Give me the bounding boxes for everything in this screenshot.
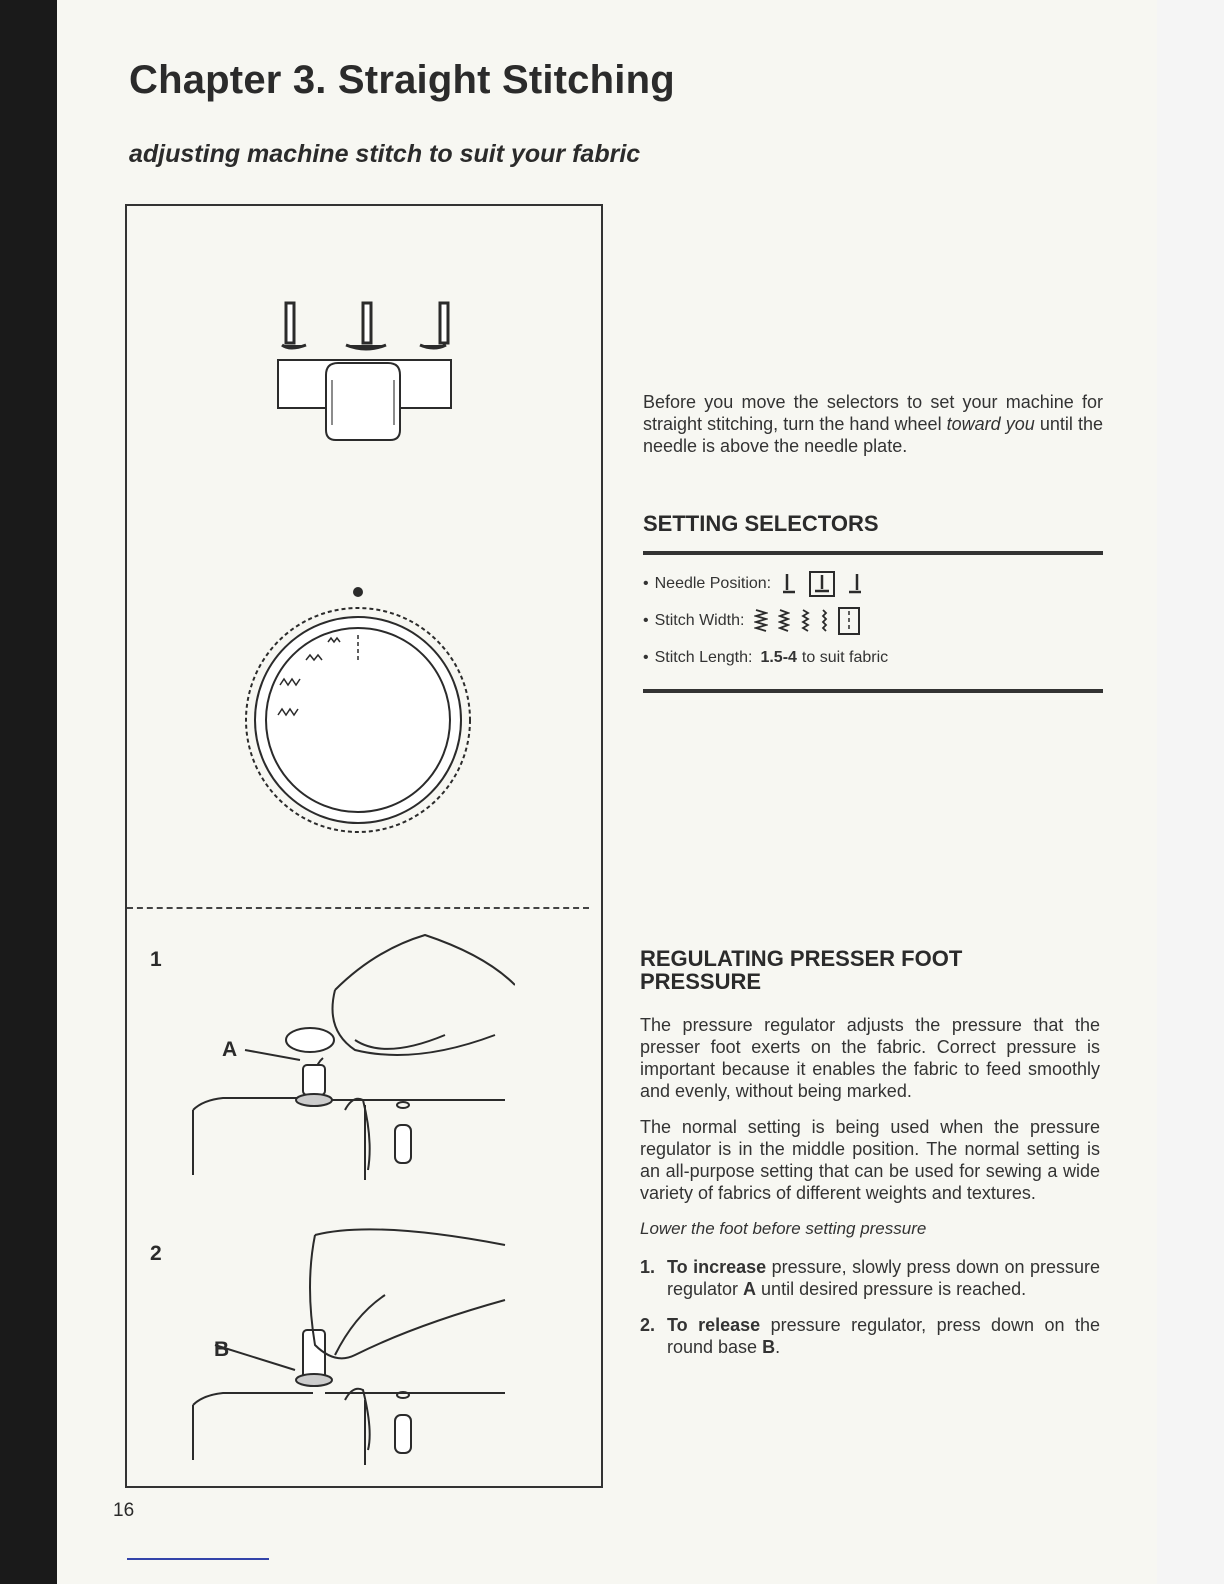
intro-text-a: Before you move the selectors to set your machine for straight stitching, turn the hand wheel	[643, 392, 1103, 434]
setting-selectors-heading: SETTING SELECTORS	[643, 511, 879, 536]
zigzag-narrowest-icon	[820, 608, 828, 634]
presser-foot-heading-line1: REGULATING PRESSER FOOT	[640, 946, 963, 971]
needle-left-icon	[282, 303, 306, 348]
intro-emphasis: toward you	[946, 414, 1035, 434]
step-text: pressure, slowly press down on pressure regulator	[667, 1257, 1100, 1299]
pressure-regulator-illustration-2	[185, 1215, 515, 1465]
footer-line	[127, 1558, 269, 1560]
zigzag-narrow-icon	[800, 608, 810, 634]
presser-foot-para-2: The normal setting is being used when the pressure regulator is in the middle position. The normal setting is an all-purpose setting that can be used for sewing a wide variety of fabrics of different weights and textures.	[640, 1117, 1100, 1203]
step-ref: B	[762, 1337, 776, 1357]
callout-b: B	[214, 1338, 230, 1361]
stitch-width-dial	[240, 580, 480, 840]
needle-right-icon	[420, 303, 448, 348]
presser-foot-steps	[640, 1256, 1100, 1358]
figure-label-2: 2	[150, 1242, 162, 1265]
stitch-length-row: • Stitch Length: 1.5-4 to suit fabric	[643, 639, 1103, 676]
step-number: 2.	[640, 1315, 656, 1335]
needle-center-icon	[809, 571, 835, 597]
step-release	[640, 1314, 1100, 1358]
intro-text-b: until the needle is above the needle plate.	[643, 414, 1103, 456]
presser-foot-section	[640, 947, 1100, 1372]
needle-center-icon	[346, 303, 386, 349]
zigzag-medium-icon	[778, 608, 790, 634]
presser-foot-heading-line2: PRESSURE	[640, 969, 762, 994]
step-text: .	[775, 1337, 781, 1357]
dial-indicator-dot	[353, 587, 363, 597]
presser-foot-para-1: The pressure regulator adjusts the pressure that the presser foot exerts on the fabric. Correct pressure is important because it enables the fabric to feed smoothly and evenly, without being marked.	[640, 1015, 1100, 1101]
intro-paragraph	[643, 391, 1103, 457]
selector-knob	[326, 363, 400, 440]
step-text: pressure regulator, press down on the round base	[667, 1315, 1101, 1357]
step-number: 1.	[640, 1257, 656, 1277]
stitch-width-row: • Stitch Width:	[643, 602, 1103, 639]
step-increase	[640, 1256, 1100, 1300]
needle-position-illustration	[270, 295, 465, 450]
stitch-width-label: Stitch Width:	[654, 611, 745, 629]
straight-stitch-icon	[838, 607, 860, 635]
step-bold: To release	[667, 1315, 761, 1335]
stitch-length-suffix: to suit fabric	[801, 648, 889, 666]
stitch-length-value: 1.5-4	[760, 648, 797, 666]
needle-position-row: • Needle Position:	[643, 565, 1103, 602]
step-ref: A	[743, 1279, 757, 1299]
dial-face	[266, 628, 450, 812]
selectors-bottom-rule	[643, 689, 1103, 693]
pressure-regulator-illustration-1	[185, 930, 515, 1190]
chapter-subtitle: adjusting machine stitch to suit your fabric	[129, 140, 641, 168]
step-bold: To increase	[667, 1257, 767, 1277]
presser-foot-note: Lower the foot before setting pressure	[640, 1219, 927, 1238]
setting-selectors-section	[643, 512, 1103, 693]
figure-label-1: 1	[150, 948, 162, 971]
needle-right-icon	[845, 572, 863, 596]
figure-divider	[127, 907, 589, 909]
stitch-length-label: Stitch Length:	[654, 648, 753, 666]
needle-left-icon	[781, 572, 799, 596]
presser-foot-heading	[640, 947, 1100, 993]
step-text: until desired pressure is reached.	[756, 1279, 1027, 1299]
needle-position-label: Needle Position:	[654, 574, 772, 592]
zigzag-wide-icon	[754, 608, 768, 634]
chapter-title: Chapter 3. Straight Stitching	[129, 58, 675, 102]
callout-a: A	[222, 1038, 238, 1061]
page-number: 16	[113, 1500, 135, 1521]
page-edge	[1157, 0, 1224, 1584]
